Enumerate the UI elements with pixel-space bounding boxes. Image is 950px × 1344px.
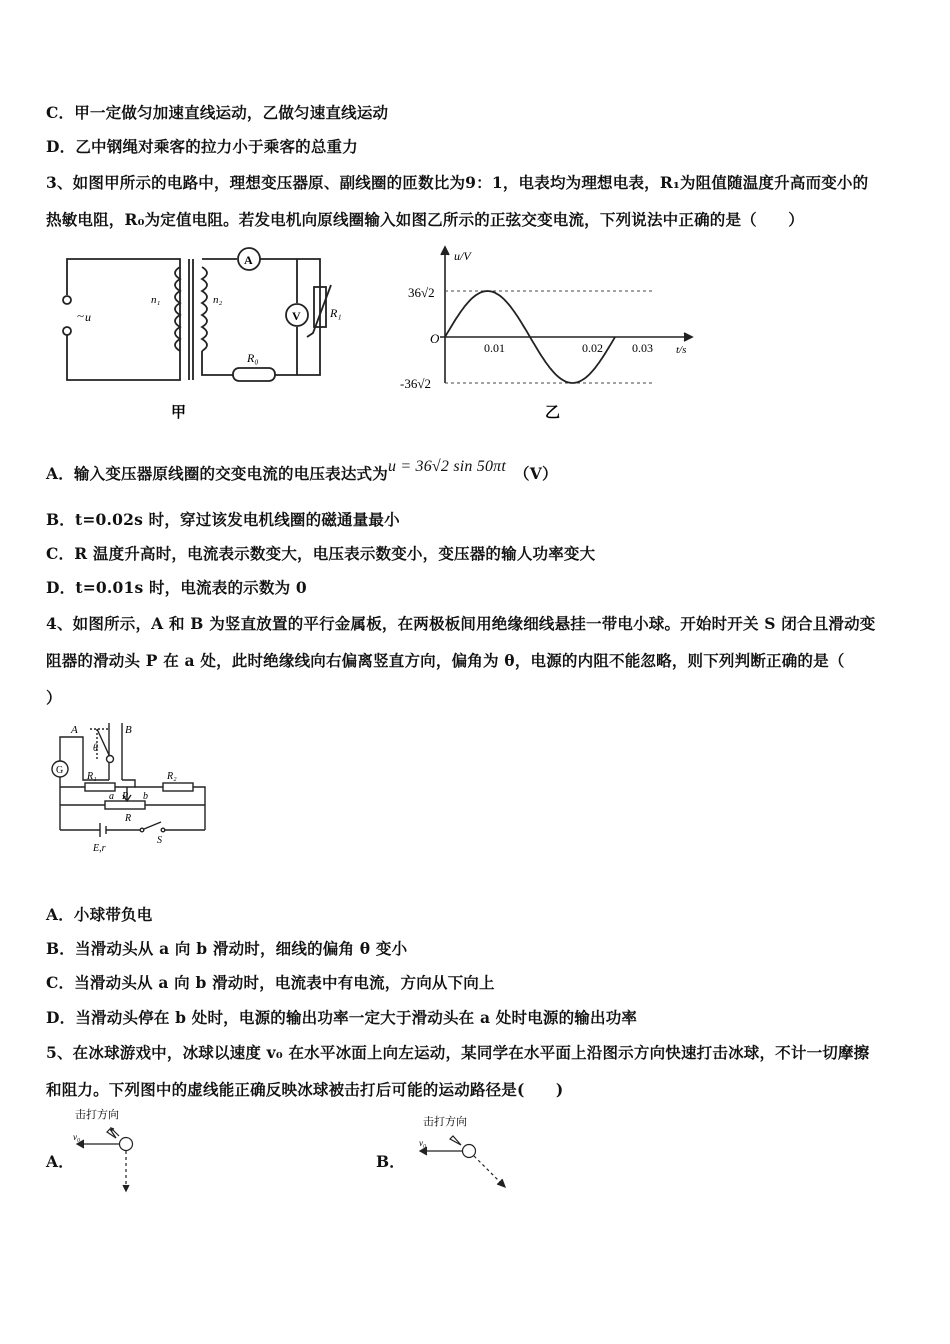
q5-stem-line-1: 5、在冰球游戏中，冰球以速度 v₀ 在水平冰面上向左运动，某同学在水平面上沿图示方向快速打击冰球，不计一切摩擦 xyxy=(46,1043,870,1062)
q3-figure-yi-caption: 乙 xyxy=(545,405,561,421)
q3-stem-line-2: 热敏电阻，R₀为定值电阻。若发电机向原线圈输入如图乙所示的正弦交变电流，下列说法中正确的是（ ） xyxy=(46,210,804,229)
q3-r0-label: R₀ xyxy=(247,351,259,365)
q4-r1-label: R₁ xyxy=(87,771,97,782)
q4-p-label: P xyxy=(122,791,129,802)
q4-theta-label: θ xyxy=(93,743,98,754)
q3-ammeter-label: A xyxy=(244,253,253,267)
q4-option-b: B．当滑动头从 a 向 b 滑动时，细线的偏角 θ 变小 xyxy=(46,939,408,958)
q5-option-a-figure xyxy=(70,1105,160,1200)
q3-n2-label: n₂ xyxy=(213,294,223,306)
q5-a-puck xyxy=(120,1138,133,1151)
q4-stem-line-3: ） xyxy=(46,688,62,707)
q3-figure-yi-chart xyxy=(390,245,710,425)
q4-switch-label: S xyxy=(157,835,162,846)
q3-voltmeter-label: V xyxy=(292,309,301,323)
q3-figure-jia xyxy=(55,245,345,425)
q3-option-a-unit: （V） xyxy=(521,464,558,483)
q4-stem-line-1: 4、如图所示，A 和 B 为竖直放置的平行金属板，在两极板间用绝缘细线悬挂一带电小球。开始时开关 S 闭合且滑动变 xyxy=(46,614,876,633)
q4-a-label: a xyxy=(109,791,114,802)
q2-option-d: D．乙中钢绳对乘客的拉力小于乘客的总重力 xyxy=(46,137,358,156)
q3-figure-jia-caption: 甲 xyxy=(171,405,187,421)
q5-option-b-figure xyxy=(415,1110,515,1195)
q5-b-hit-direction-label: 击打方向 xyxy=(423,1116,467,1128)
q2-option-c: C．甲一定做匀加速直线运动，乙做匀速直线运动 xyxy=(46,103,389,122)
q5-stem-line-2: 和阻力。下列图中的虚线能正确反映冰球被击打后可能的运动路径是( ) xyxy=(46,1080,564,1099)
q3-stem-line-1: 3、如图甲所示的电路中，理想变压器原、副线圈的匝数比为9：1，电表均为理想电表，R₁为阻值随温度升高而变小的 xyxy=(46,173,869,192)
q3-ac-symbol: ~ xyxy=(77,308,85,323)
q3-r1-label: R₁ xyxy=(330,306,342,320)
chart-origin-label: O xyxy=(430,331,440,346)
q4-option-c: C．当滑动头从 a 向 b 滑动时，电流表中有电流，方向从下向上 xyxy=(46,973,495,992)
chart-x-label: t/s xyxy=(676,344,687,356)
q5-option-a-label: A． xyxy=(46,1152,74,1171)
q3-option-b: B．t=0.02s 时，穿过该发电机线圈的磁通量最小 xyxy=(46,510,400,529)
q4-r-label: R xyxy=(125,813,132,824)
q5-b-hit-arrow xyxy=(450,1136,461,1145)
q3-option-c: C．R 温度升高时，电流表示数变大，电压表示数变小，变压器的输人功率变大 xyxy=(46,544,596,563)
q5-a-v0-label: v₀ xyxy=(73,1132,81,1142)
q5-b-v0-label: v₀ xyxy=(419,1138,427,1148)
chart-y-label: u/V xyxy=(454,249,471,263)
q3-option-a xyxy=(46,458,558,484)
q4-stem-line-2: 阻器的滑动头 P 在 a 处，此时绝缘线向右偏离竖直方向，偏角为 θ，电源的内阻不能忽略，则下列判断正确的是（ xyxy=(46,651,845,670)
q4-option-d: D．当滑动头停在 b 处时，电源的输出功率一定大于滑动头在 a 处时电源的输出功率 xyxy=(46,1008,638,1027)
q4-figure xyxy=(45,715,225,860)
q3-option-a-text: A．输入变压器原线圈的交变电流的电压表达式为 xyxy=(46,464,388,483)
q4-source-label: E,r xyxy=(93,843,106,854)
q3-u-label: u xyxy=(85,310,91,324)
chart-xtick-003: 0.03 xyxy=(632,341,653,355)
chart-ytick-max: 36√2 xyxy=(408,285,435,300)
q4-r2-label: R₂ xyxy=(167,771,177,782)
q5-b-puck xyxy=(463,1145,476,1158)
chart-ytick-min: -36√2 xyxy=(400,376,431,391)
q5-option-b-label: B． xyxy=(376,1152,406,1171)
chart-xtick-001: 0.01 xyxy=(484,341,505,355)
q3-option-a-formula: u = 36√2 sin 50πt xyxy=(387,458,507,475)
q3-n1-label: n₁ xyxy=(151,294,161,306)
q4-b-label: b xyxy=(143,791,148,802)
q4-galvanometer-label: G xyxy=(56,765,64,776)
chart-xtick-002: 0.02 xyxy=(582,341,603,355)
q5-b-path xyxy=(474,1156,503,1185)
q5-a-hit-direction-label: 击打方向 xyxy=(75,1109,119,1121)
q3-option-d: D．t=0.01s 时，电流表的示数为 0 xyxy=(46,578,307,597)
q4-plate-a-label: A xyxy=(71,724,78,736)
q4-option-a: A．小球带负电 xyxy=(46,905,153,924)
q4-plate-b-label: B xyxy=(125,724,132,736)
